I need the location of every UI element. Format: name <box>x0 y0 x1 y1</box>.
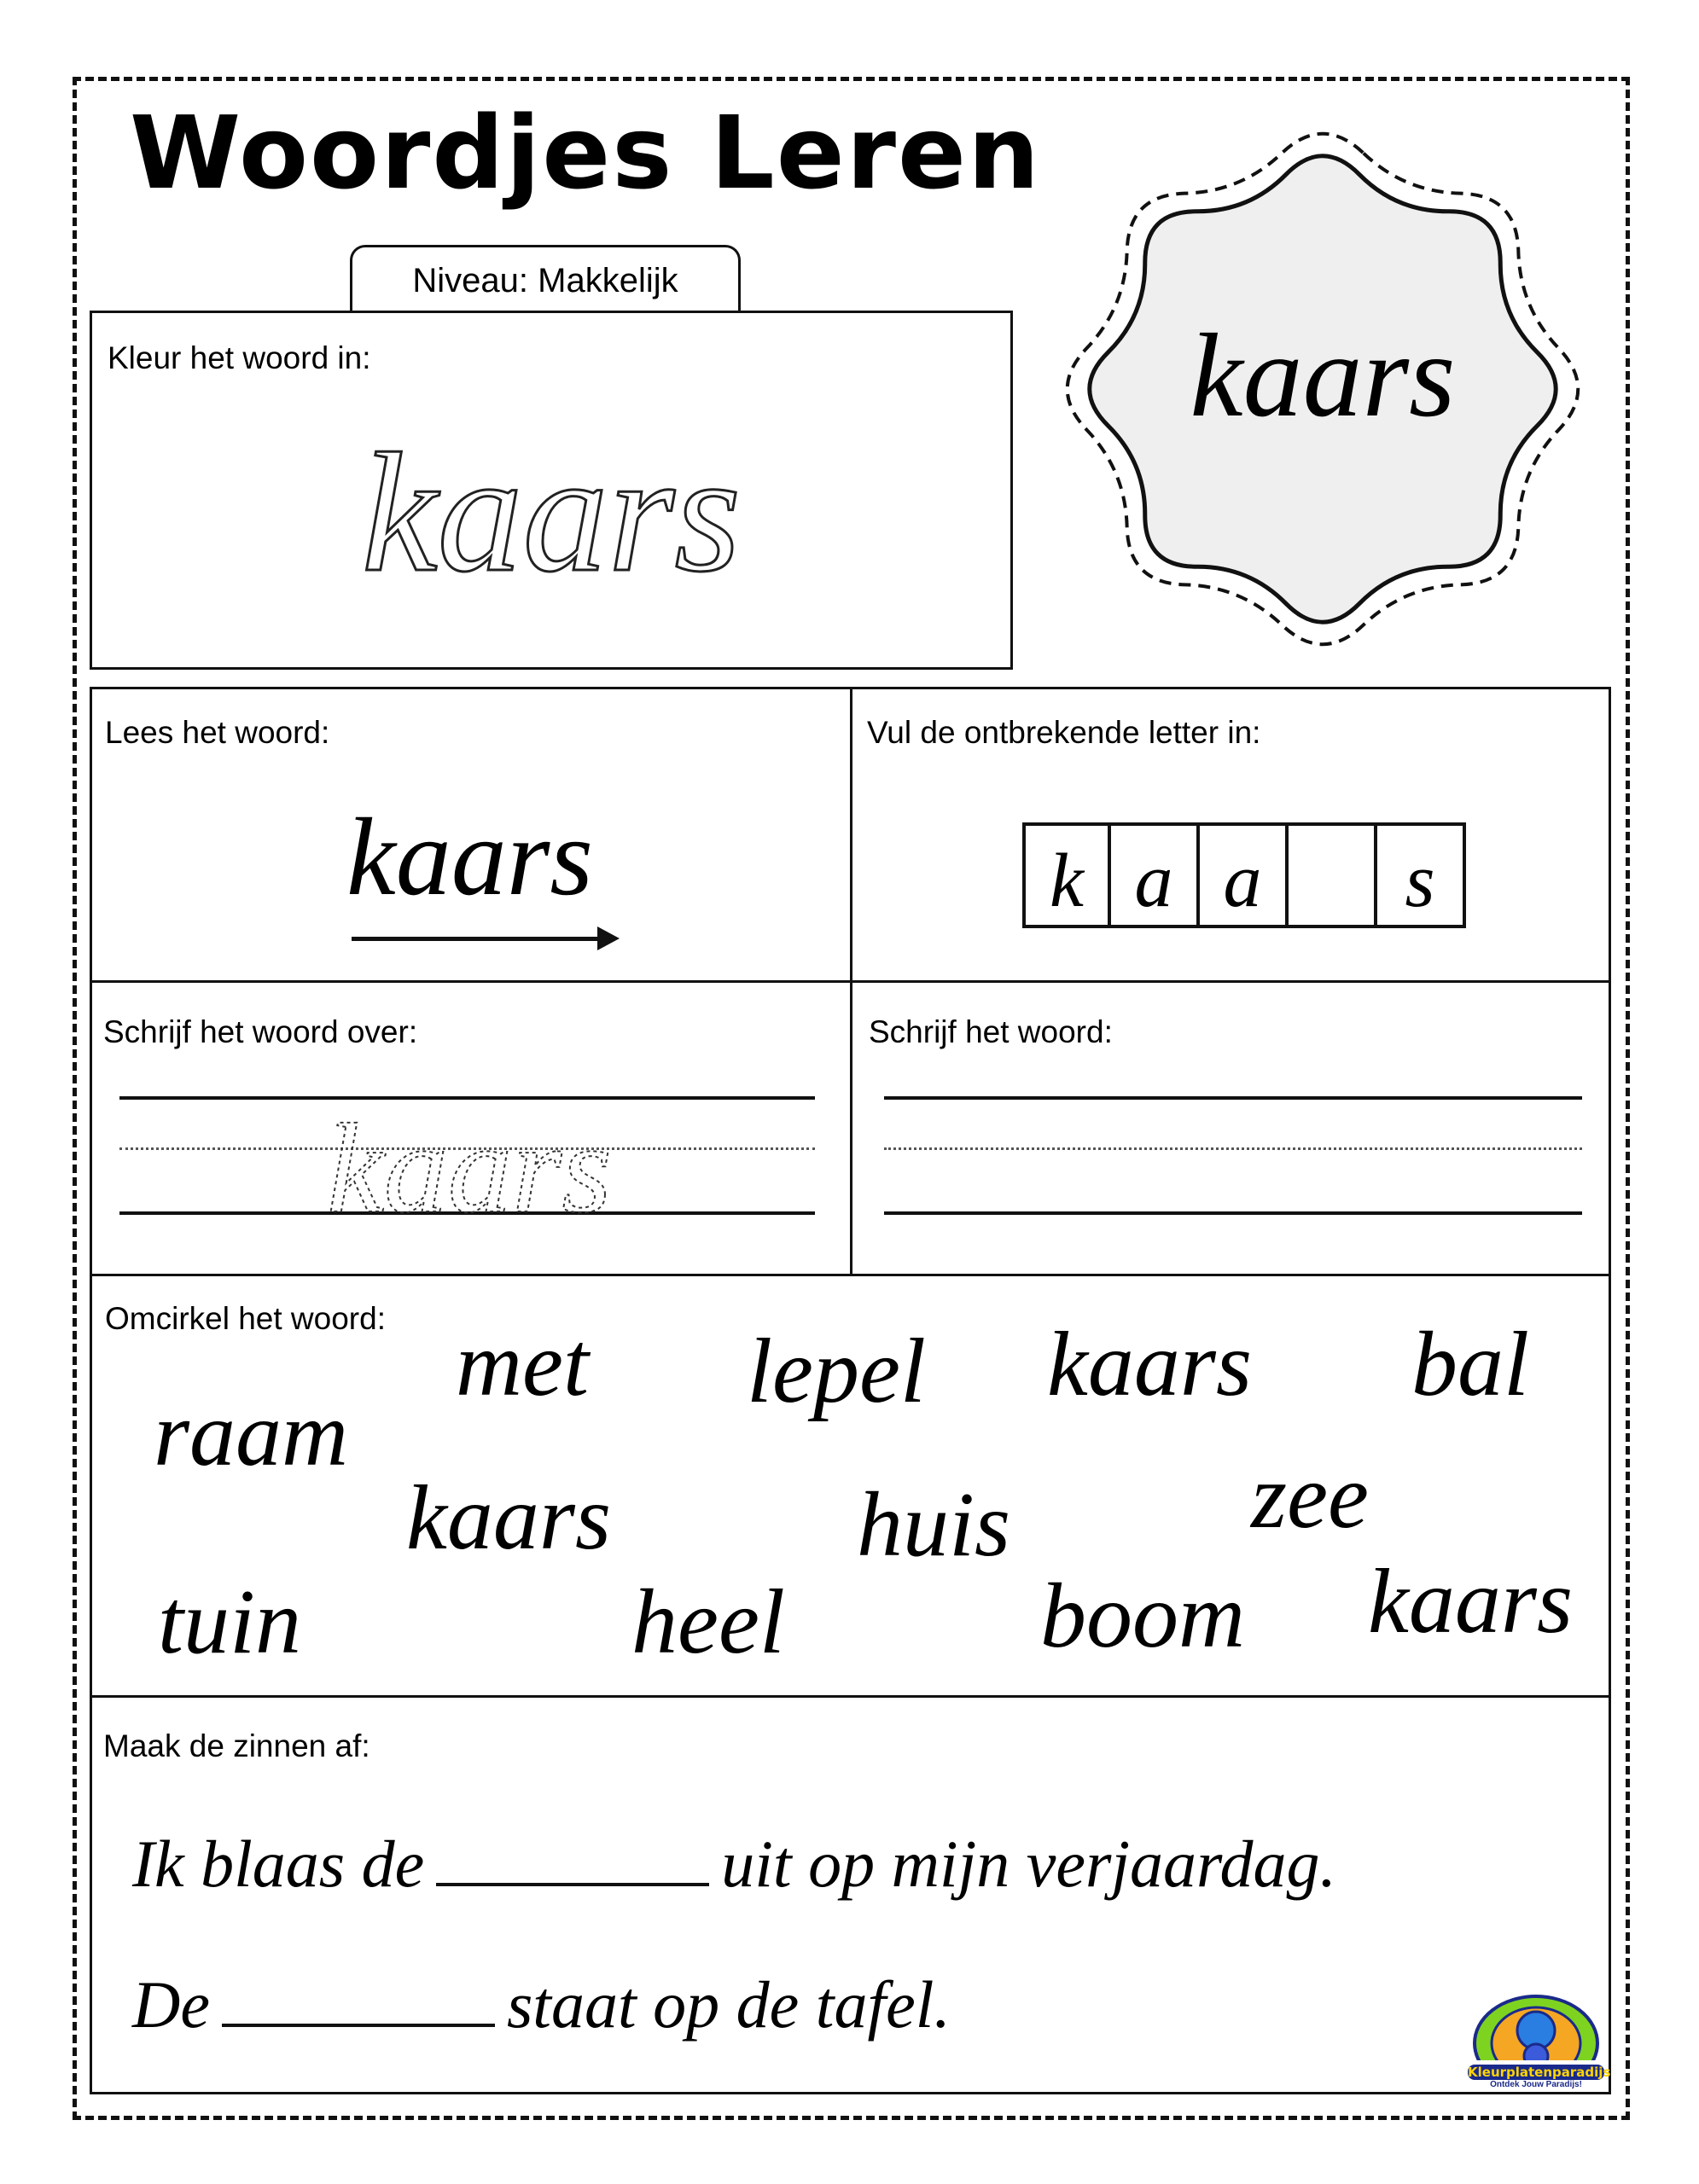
circle-word[interactable]: raam <box>153 1384 349 1485</box>
peacock-icon <box>1468 1984 1604 2060</box>
read-word: kaars <box>346 796 593 919</box>
writing-line[interactable] <box>884 1211 1582 1215</box>
page-title: Woordjes Leren <box>130 94 1041 212</box>
star-word: kaars <box>1190 310 1456 442</box>
logo-tagline: Ontdek Jouw Paradijs! <box>1490 2080 1582 2089</box>
circle-word[interactable]: tuin <box>157 1571 302 1673</box>
circle-word[interactable]: kaars <box>1047 1314 1252 1415</box>
writing-line[interactable] <box>884 1096 1582 1100</box>
dotted-word: kaars <box>327 1098 612 1220</box>
circle-word[interactable]: boom <box>1040 1565 1245 1667</box>
peacock-logo <box>1468 1984 1611 2089</box>
write-label: Schrijf het woord: <box>869 1014 1113 1049</box>
sentence-start: Ik blaas de <box>132 1827 425 1901</box>
letter-box: a <box>1200 822 1289 928</box>
reading-arrow <box>352 937 599 941</box>
arrow-head-icon <box>597 926 620 950</box>
read-label: Lees het woord: <box>105 715 330 750</box>
circle-word[interactable]: heel <box>631 1571 785 1673</box>
sentence <box>132 1966 951 2043</box>
sentence-blank[interactable] <box>436 1849 709 1886</box>
missing-letter-box[interactable] <box>1289 822 1377 928</box>
logo-name: Kleurplatenparadijs <box>1468 2065 1611 2080</box>
circle-label: Omcirkel het woord: <box>105 1301 386 1336</box>
color-section <box>90 311 1013 670</box>
trace-word[interactable] <box>307 1092 631 1220</box>
sentences-label: Maak de zinnen af: <box>103 1728 370 1763</box>
sentence-blank[interactable] <box>222 1989 495 2027</box>
circle-word[interactable]: bal <box>1411 1314 1530 1415</box>
letter-boxes <box>1022 822 1466 928</box>
letter-box: k <box>1022 822 1111 928</box>
midline <box>884 1147 1582 1150</box>
sentence-start: De <box>132 1967 210 2042</box>
trace-label: Schrijf het woord over: <box>103 1014 418 1049</box>
row-divider <box>90 1695 1611 1698</box>
outline-word[interactable]: kaars <box>361 419 742 607</box>
letter-box: s <box>1377 822 1466 928</box>
circle-word[interactable]: kaars <box>406 1467 611 1569</box>
level-tab: Niveau: Makkelijk <box>350 245 741 311</box>
sentence-end: staat op de tafel. <box>506 1967 951 2042</box>
circle-word[interactable]: kaars <box>1368 1551 1573 1653</box>
circle-word[interactable]: met <box>456 1314 589 1415</box>
sentence-end: uit op mijn verjaardag. <box>721 1827 1336 1901</box>
letter-box: a <box>1111 822 1200 928</box>
circle-word[interactable]: zee <box>1251 1446 1369 1548</box>
row-divider <box>90 980 1611 983</box>
circle-word[interactable]: huis <box>856 1474 1011 1576</box>
circle-word[interactable]: lepel <box>747 1321 926 1422</box>
fill-label: Vul de ontbrekende letter in: <box>867 715 1261 750</box>
row-divider <box>90 1274 1611 1276</box>
sentence <box>132 1826 1336 1902</box>
section-label: Kleur het woord in: <box>108 340 371 375</box>
